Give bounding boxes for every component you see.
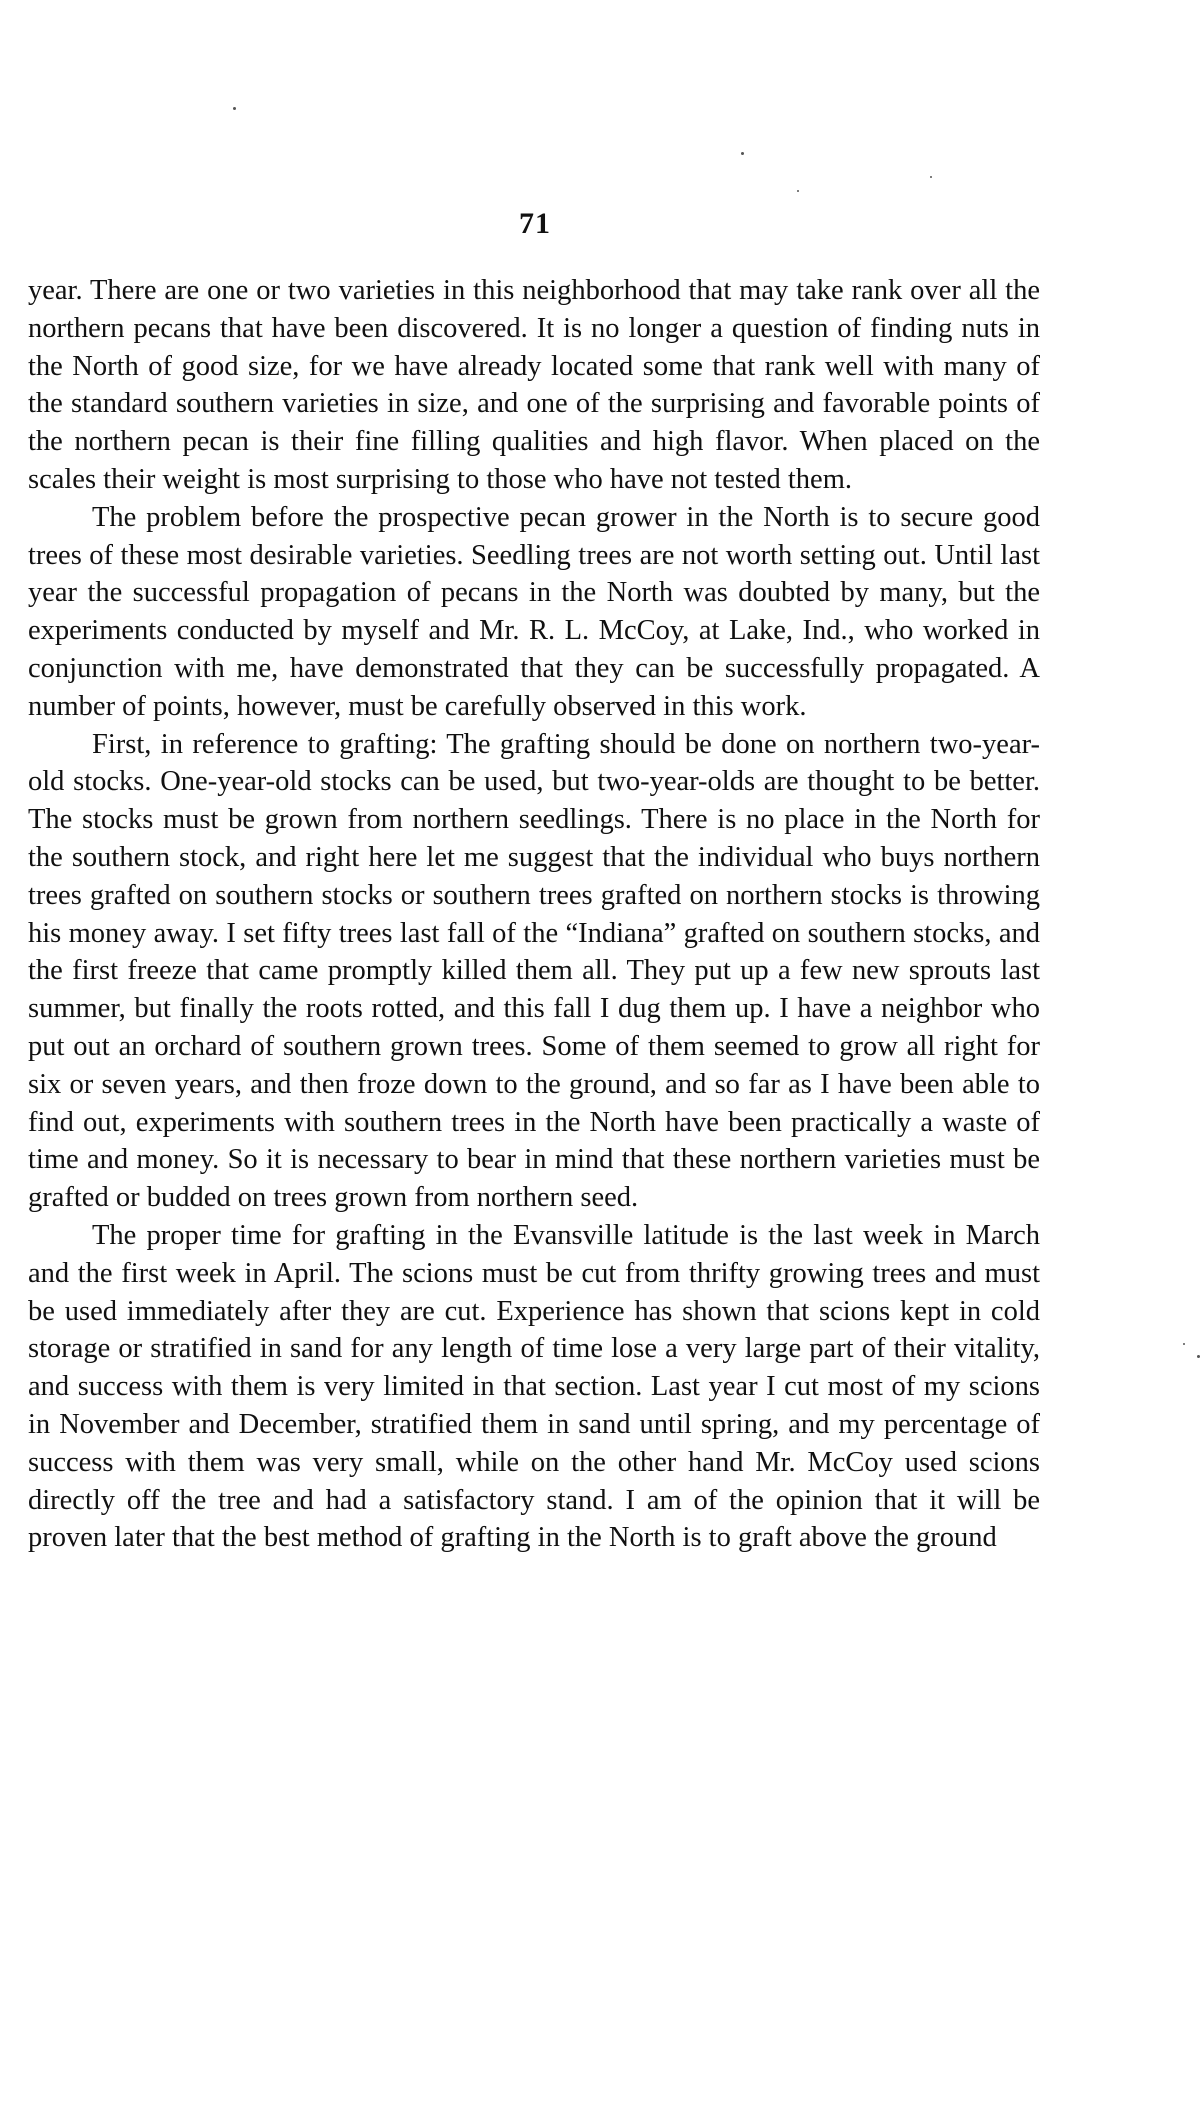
- scan-speck: [233, 107, 236, 110]
- paragraph: The problem before the prospective pecan grower in the North is to secure good trees of these most desirable varieties. Seedling trees are not worth setting out. Until last year the successful propagation of pecans in the North was doubted by many, but the experiments conducted by myself and Mr. R. L. McCoy, at Lake, Ind., who worked in conjunction with me, have demonstrated that they can be successfully propagated. A number of points, however, must be carefully observed in this work.: [28, 501, 1040, 722]
- scan-speck: [797, 190, 799, 192]
- paragraph: year. There are one or two varieties in this neighborhood that may take rank over all the northern pecans that have been discovered. It is no longer a question of finding nuts in the North of good size, for we have already located some that rank well with many of the standard southern varieties in size, and one of the surprising and favorable points of the northern pecan is their fine filling qualities and high flavor. When placed on the scales their weight is most surprising to those who have not tested them.: [28, 275, 1040, 495]
- scan-speck: [1197, 1355, 1200, 1358]
- scan-speck: [930, 176, 932, 178]
- scan-speck: [1183, 1343, 1185, 1345]
- paragraph: The proper time for grafting in the Evansville latitude is the last week in March and the first week in April. The scions must be cut from thrifty growing trees and must be used immediately after they are cut. Experience has shown that scions kept in cold storage or stratified in sand for any length of time lose a very large part of their vitality, and success with them is very limited in that section. Last year I cut most of my scions in November and December, stratified them in sand until spring, and my percentage of success with them was very small, while on the other hand Mr. McCoy used scions directly off the tree and had a satisfactory stand. I am of the opinion that it will be proven later that the best method of grafting in the North is to graft above the ground: [28, 1219, 1040, 1554]
- scan-speck: [741, 152, 744, 155]
- page-number: 71: [519, 207, 551, 240]
- paragraph: First, in reference to grafting: The grafting should be done on northern two-year-old stocks. One-year-old stocks can be used, but two-year-olds are thought to be better. The stocks must be grown from northern seedlings. There is no place in the North for the southern stock, and right here let me suggest that the individual who buys northern trees grafted on southern stocks or southern trees grafted on northern stocks is throwing his money away. I set fifty trees last fall of the “Indiana” grafted on southern stocks, and the first freeze that came promptly killed them all. They put up a few new sprouts last summer, but finally the roots rotted, and this fall I dug them up. I have a neighbor who put out an orchard of southern grown trees. Some of them seemed to grow all right for six or seven years, and then froze down to the ground, and so far as I have been able to find out, experiments with southern trees in the North have been practically a waste of time and money. So it is necessary to bear in mind that these northern varieties must be grafted or budded on trees grown from northern seed.: [28, 728, 1040, 1214]
- body-text: [28, 272, 1040, 1557]
